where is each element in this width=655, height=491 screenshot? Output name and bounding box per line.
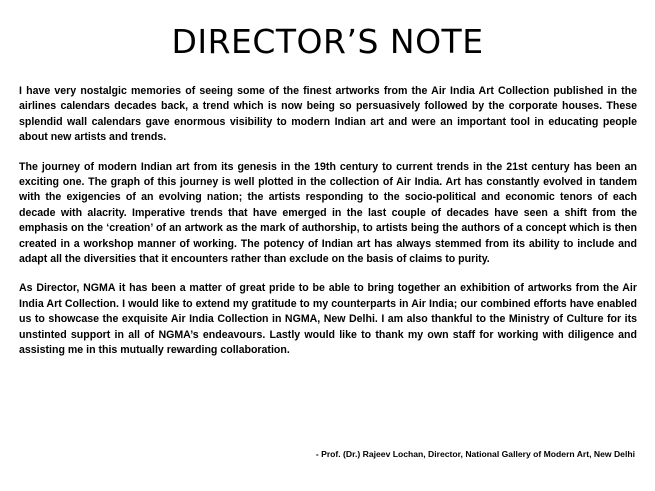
note-body <box>19 84 637 373</box>
signature: - Prof. (Dr.) Rajeev Lochan, Director, National Gallery of Modern Art, New Delhi <box>315 449 635 459</box>
paragraph-3: As Director, NGMA it has been a matter of great pride to be able to bring together an exhibition of artworks from the Air India Art Collection. I would like to extend my gratitude to my counterparts in Air India; our combined efforts have enabled us to showcase the exquisite Air India Collection in NGMA, New Delhi. I am also thankful to the Ministry of Culture for its unstinted support in all of NGMA’s endeavours. Lastly would like to thank my own staff for working with diligence and assisting me in this mutually rewarding collaboration. <box>19 282 637 357</box>
paragraph-1: I have very nostalgic memories of seeing some of the finest artworks from the Air India Art Collection published in the airlines calendars decades back, a trend which is now being so persuasively followed by the corporate houses. These splendid wall calendars gave enormous visibility to modern Indian art and were an important tool in educating people about new artists and trends. <box>19 85 637 144</box>
page-title: DIRECTOR’S NOTE <box>171 22 484 61</box>
paragraph-2: The journey of modern Indian art from its genesis in the 19th century to current trends in the 21st century has been an exciting one. The graph of this journey is well plotted in the collection of Air India. Art has constantly evolved in tandem with the exigencies of an evolving nation; the artists responding to the socio-political and economic tenors of each decade with alacrity. Imperative trends that have emerged in the last couple of decades have seen a shift from the emphasis on the ‘creation’ of an artwork as the mark of authorship, to artists being the authors of a concept which is then created in a workshop manner of working. The potency of Indian art has always stemmed from its ability to include and adapt all the diversities that it encounters rather than exclude on the basis of claims to purity. <box>19 160 637 266</box>
